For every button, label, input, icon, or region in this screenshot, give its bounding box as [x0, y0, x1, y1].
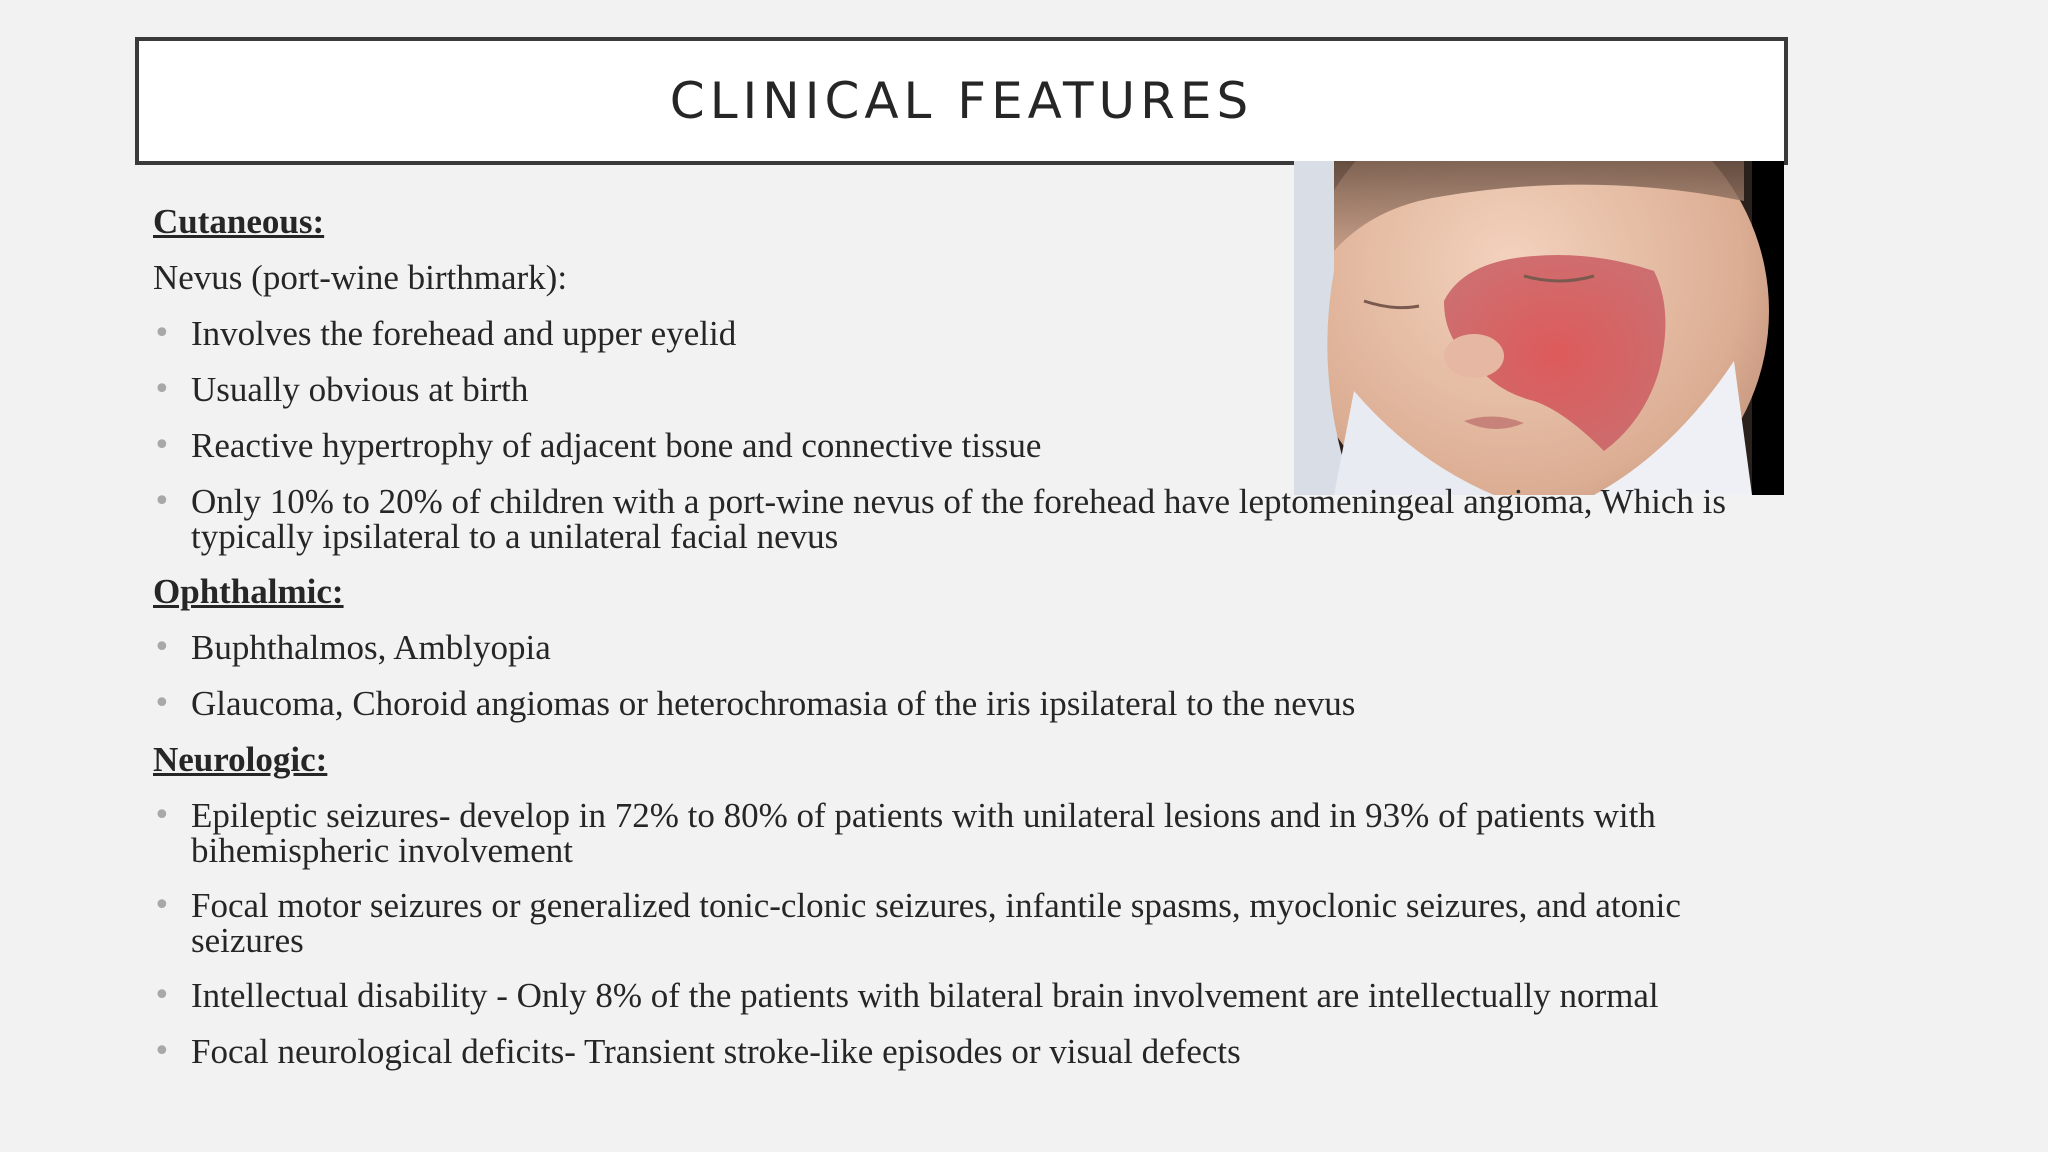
bullet-item: • Epileptic seizures- develop in 72% to 80% of patients with unilateral lesions and in 93% of patients with bihemispheric involvement: [153, 798, 1793, 868]
section-heading-ophthalmic: Ophthalmic:: [153, 572, 344, 611]
bullet-item: • Buphthalmos, Amblyopia: [153, 630, 1793, 666]
bullet-item: • Usually obvious at birth: [153, 372, 1793, 408]
bullet-item: • Focal neurological deficits- Transient stroke-like episodes or visual defects: [153, 1034, 1793, 1070]
bullet-item: • Only 10% to 20% of children with a port-wine nevus of the forehead have leptomeningeal angioma, Which is typically ipsilateral to a unilateral facial nevus: [153, 484, 1793, 554]
section-heading-cutaneous: Cutaneous:: [153, 202, 325, 241]
bullet-item: • Reactive hypertrophy of adjacent bone and connective tissue: [153, 428, 1793, 464]
bullet-item: • Glaucoma, Choroid angiomas or heterochromasia of the iris ipsilateral to the nevus: [153, 686, 1793, 722]
slide-title: CLINICAL FEATURES: [669, 72, 1254, 130]
content-body: [153, 204, 1793, 1090]
bullet-item: • Involves the forehead and upper eyelid: [153, 316, 1793, 352]
nevus-intro: Nevus (port-wine birthmark):: [153, 258, 568, 297]
section-heading-neurologic: Neurologic:: [153, 740, 328, 779]
bullet-item: • Focal motor seizures or generalized tonic-clonic seizures, infantile spasms, myoclonic seizures, and atonic seizures: [153, 888, 1793, 958]
bullet-item: • Intellectual disability - Only 8% of the patients with bilateral brain involvement are intellectually normal: [153, 978, 1793, 1014]
title-box: [135, 37, 1788, 165]
